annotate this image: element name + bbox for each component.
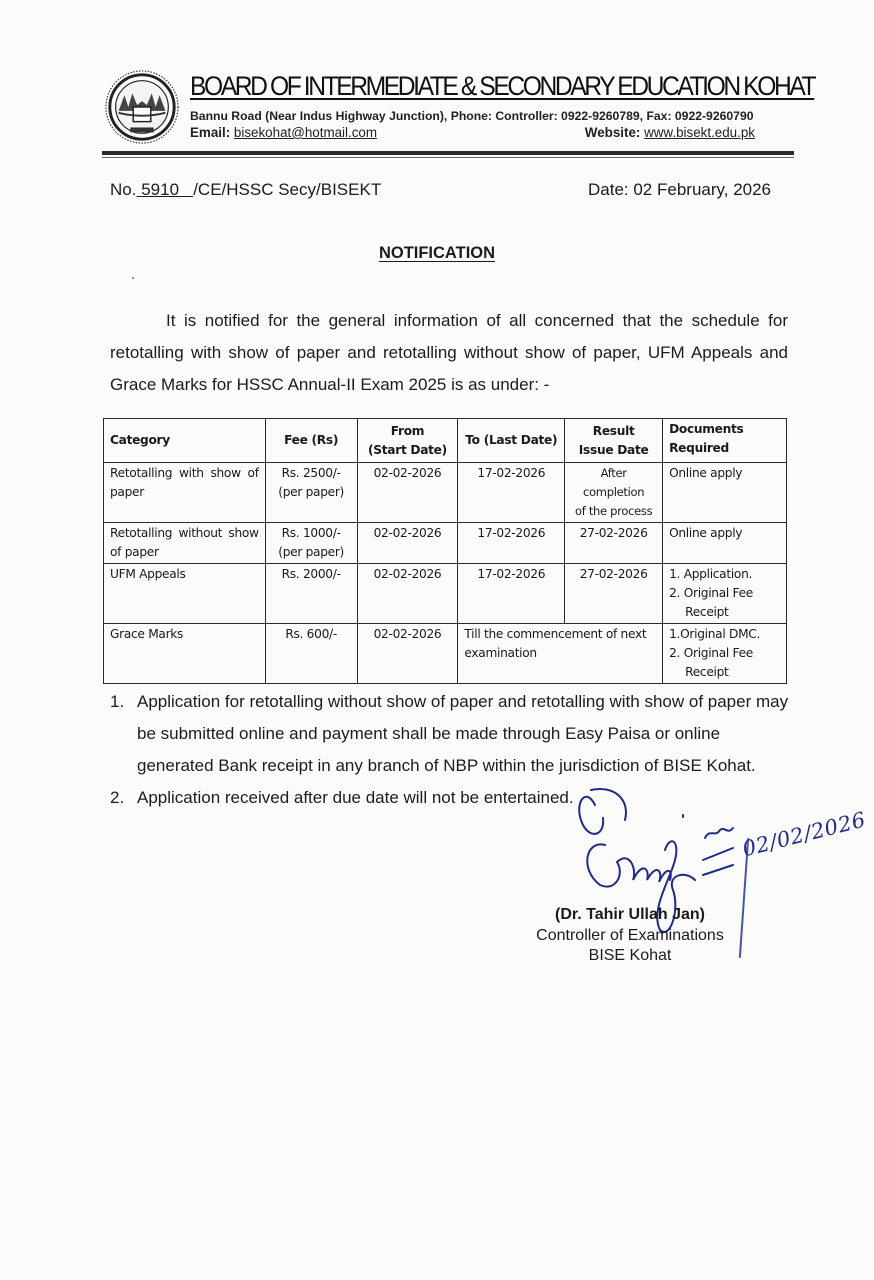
board-address: Bannu Road (Near Indus Highway Junction), Phone: Controller: 0922-9260789, Fax: 0922-9260790 <box>190 109 754 123</box>
row-to: 17-02-2026 <box>458 564 565 624</box>
contact-row <box>190 125 755 140</box>
row-fee: Rs. 2500/- (per paper) <box>265 463 357 523</box>
header-divider <box>102 151 794 155</box>
row-from: 02-02-2026 <box>357 463 458 523</box>
row-from: 02-02-2026 <box>357 523 458 564</box>
header-divider-thin <box>102 157 794 158</box>
row-documents: Online apply <box>663 463 787 523</box>
email-block <box>190 125 377 140</box>
note-text: Application received after due date will not be entertained. <box>137 788 574 807</box>
reference-suffix: /CE/HSSC Secy/BISEKT <box>193 180 382 199</box>
handwritten-signature-date: 02/02/2026 <box>740 807 869 862</box>
row-documents: 1.Original DMC. 2. Original Fee Receipt <box>663 624 787 684</box>
row-documents: Online apply <box>663 523 787 564</box>
website-link[interactable]: www.bisekt.edu.pk <box>644 125 755 140</box>
header-to: To (Last Date) <box>458 419 565 463</box>
signatory-office: BISE Kohat <box>588 947 672 964</box>
header-result: Result Issue Date <box>565 419 663 463</box>
reference-number-value: 5910 <box>141 180 180 199</box>
intro-paragraph: It is notified for the general information of all concerned that the schedule for retotalling with show of paper and retotalling without show of paper, UFM Appeals and Grace Marks for HSSC Annual-II Exam 2025 is as under: - <box>110 311 788 394</box>
row-category: Grace Marks <box>104 624 266 684</box>
row-fee: Rs. 600/- <box>265 624 357 684</box>
row-category: Retotalling without show of paper <box>104 523 266 564</box>
signatory-block <box>500 905 760 967</box>
row-result: 27-02-2026 <box>565 564 663 624</box>
table-header-row <box>104 419 787 463</box>
website-block <box>585 125 755 140</box>
website-label: Website: <box>584 125 641 140</box>
note-text: Application for retotalling without show of paper and retotalling with show of paper may be submitted online and payment shall be made through Easy Paisa or online generated Bank receipt in any branch of NBP within the jurisdiction of BISE Kohat. <box>137 692 789 775</box>
header-fee: Fee (Rs) <box>265 419 357 463</box>
schedule-table <box>103 418 787 684</box>
table-row <box>104 523 787 564</box>
row-documents: 1. Application. 2. Original Fee Receipt <box>663 564 787 624</box>
notification-title: NOTIFICATION <box>378 244 496 262</box>
note-item <box>110 686 790 782</box>
reference-prefix: No. <box>110 180 137 199</box>
row-from: 02-02-2026 <box>357 624 458 684</box>
table-row <box>104 564 787 624</box>
row-fee: Rs. 1000/- (per paper) <box>265 523 357 564</box>
email-link[interactable]: bisekohat@hotmail.com <box>233 125 378 140</box>
row-to: 17-02-2026 <box>458 463 565 523</box>
row-to: 17-02-2026 <box>458 523 565 564</box>
email-label: Email: <box>190 125 231 140</box>
row-result: 27-02-2026 <box>565 523 663 564</box>
table-row <box>104 624 787 684</box>
board-seal-logo-icon <box>103 68 181 146</box>
table-row <box>104 463 787 523</box>
reference-number <box>110 180 381 200</box>
speck-mark <box>132 277 134 279</box>
header-category: Category <box>104 419 266 463</box>
row-to-merged: Till the commencement of next examination <box>458 624 663 684</box>
header-documents: Documents Required <box>663 419 787 463</box>
row-from: 02-02-2026 <box>357 564 458 624</box>
row-category: UFM Appeals <box>104 564 266 624</box>
header-from: From (Start Date) <box>357 419 458 463</box>
row-fee: Rs. 2000/- <box>265 564 357 624</box>
notification-date: Date: 02 February, 2026 <box>588 180 772 199</box>
board-name-heading: BOARD OF INTERMEDIATE & SECONDARY EDUCATION KOHAT <box>190 71 815 101</box>
note-number: 2. <box>110 788 125 807</box>
row-category: Retotalling with show of paper <box>104 463 266 523</box>
signatory-name: (Dr. Tahir Ullah Jan) <box>555 906 705 923</box>
note-number: 1. <box>110 692 125 711</box>
row-result: After completion of the process <box>565 463 663 523</box>
signatory-designation: Controller of Examinations <box>536 926 724 944</box>
